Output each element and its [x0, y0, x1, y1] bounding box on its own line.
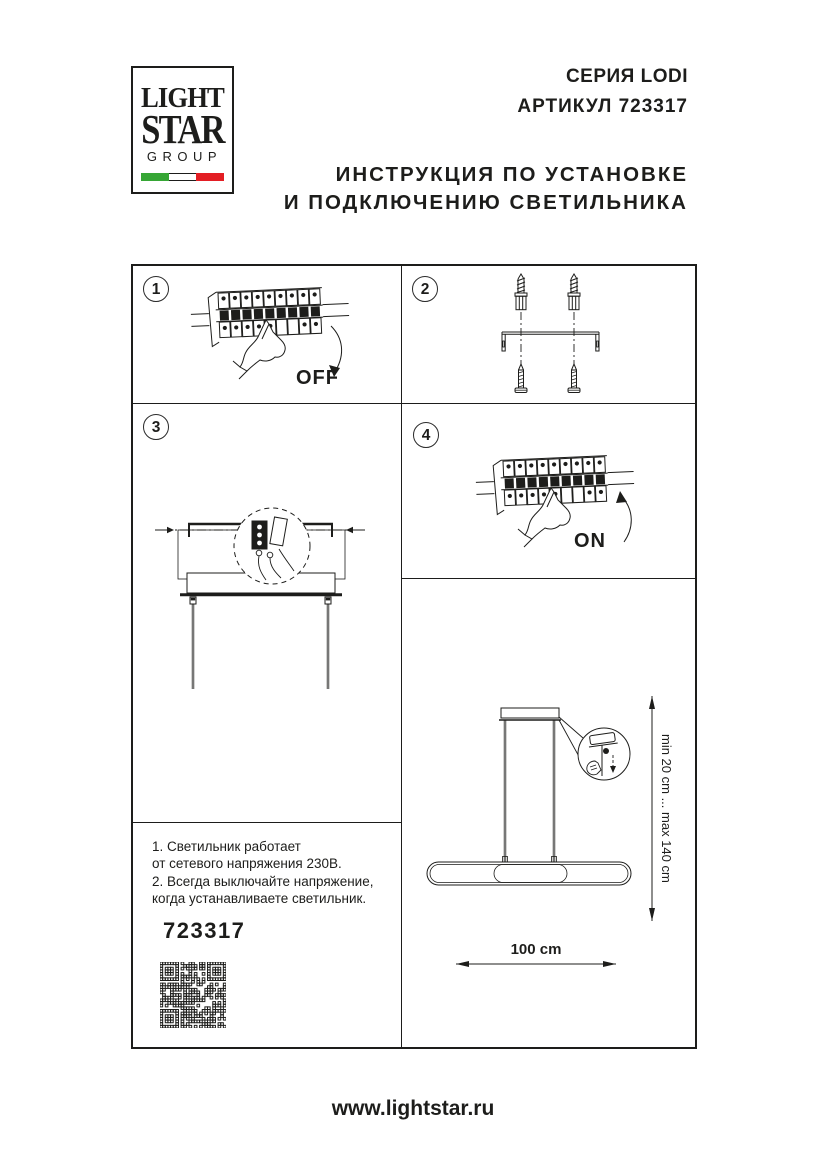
arrow-down-curve: [331, 326, 342, 370]
step-3-panel: [133, 404, 402, 823]
step-2-number-badge: 2: [412, 276, 438, 302]
suspension-cable: [553, 720, 555, 862]
detail-balloon: [234, 508, 310, 584]
screw-icon: [515, 364, 527, 393]
step-1-number-badge: 1: [143, 276, 169, 302]
mounting-bracket-icon: [502, 332, 599, 351]
suspension-cable: [504, 720, 506, 862]
height-dimension-label: min 20 cm ... max 140 cm: [659, 733, 674, 883]
flag-white-segment: [169, 173, 197, 181]
canopy-mounting-illustration: [133, 404, 402, 823]
arrowhead: [616, 491, 627, 503]
article-number: 723317: [163, 918, 246, 943]
ceiling-canopy: [501, 708, 559, 718]
flag-red-segment: [196, 173, 224, 181]
step-4-number-badge: 4: [413, 422, 439, 448]
cable-fitting-icon: [325, 597, 331, 604]
lamp-body: [427, 862, 631, 885]
step-1-panel: [133, 266, 402, 404]
cable-fitting-icon: [190, 597, 196, 604]
logo-group-text: GROUP: [146, 149, 223, 164]
notes-panel: [133, 823, 402, 1047]
width-dimension-arrow: [456, 961, 616, 967]
off-label: OFF: [296, 367, 339, 389]
dowels-bracket-screws-illustration: [402, 266, 695, 404]
height-dimension-arrow: [649, 696, 655, 921]
side-screw-icon: [155, 527, 174, 533]
logo-light-text: LIGHT: [141, 82, 224, 114]
suspension-cable: [327, 604, 329, 689]
note-line: 1. Светильник работает: [152, 839, 301, 854]
on-label: ON: [574, 530, 606, 552]
website-url: www.lightstar.ru: [331, 1097, 495, 1120]
safety-notes: [152, 838, 373, 907]
wall-dowel-icon: [515, 274, 527, 310]
step-4-panel: [402, 404, 695, 579]
flag-green-segment: [141, 173, 169, 181]
series-title: СЕРИЯ LODI: [565, 66, 688, 87]
instruction-title-line1: ИНСТРУКЦИЯ ПО УСТАНОВКЕ: [335, 163, 688, 186]
article-title: АРТИКУЛ 723317: [517, 96, 688, 117]
step-2-panel: [402, 266, 695, 404]
qr-code: [160, 962, 226, 1028]
suspension-cable: [192, 604, 194, 689]
wall-dowel-icon: [568, 274, 580, 310]
lamp-dimensions-panel: [402, 579, 695, 1047]
italian-flag-stripe: [141, 173, 224, 181]
instruction-title-line2: И ПОДКЛЮЧЕНИЮ СВЕТИЛЬНИКА: [283, 191, 688, 214]
header: [284, 66, 688, 217]
arrow-up-curve: [622, 497, 631, 542]
note-line: когда устанавливаете светильник.: [152, 890, 367, 906]
width-dimension-label: 100 cm: [510, 941, 562, 958]
note-line: 2. Всегда выключайте напряжение,: [152, 873, 374, 889]
note-line: от сетевого напряжения 230В.: [152, 856, 342, 872]
pendant-lamp-illustration: [402, 579, 695, 1047]
screw-icon: [568, 364, 580, 393]
side-screw-icon: [346, 527, 365, 533]
circuit-breaker-off-illustration: [189, 280, 389, 400]
step-3-number-badge: 3: [143, 414, 169, 440]
logo-star-text: STAR: [141, 106, 224, 152]
lightstar-logo: [131, 66, 234, 194]
steps-table: [131, 264, 697, 1049]
instruction-title: [284, 161, 688, 217]
